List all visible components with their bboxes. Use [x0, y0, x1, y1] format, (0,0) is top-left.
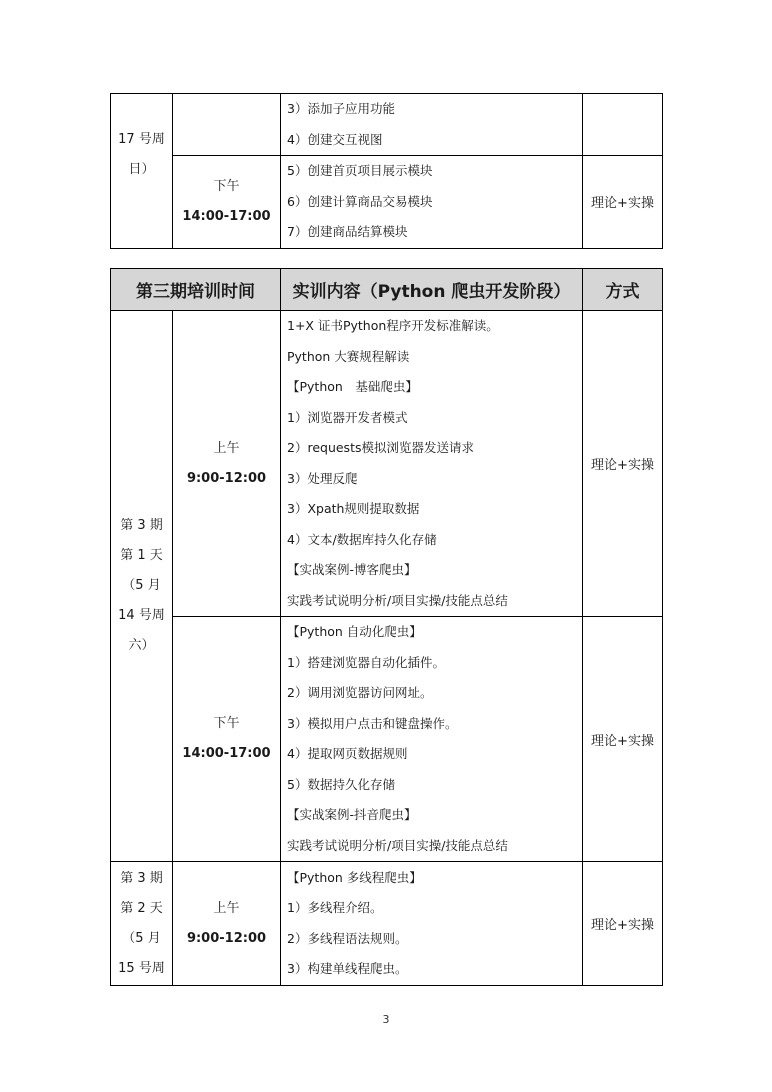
day-line: 第 3 期 — [120, 870, 163, 886]
content-cell — [281, 617, 583, 862]
day-cell — [111, 862, 173, 986]
content-line: 4）提取网页数据规则 — [287, 746, 408, 761]
time-cell — [173, 862, 281, 986]
content-line: 1+X 证书Python程序开发标准解读。 — [287, 318, 499, 333]
day-cell — [111, 94, 173, 249]
content-line: 3）构建单线程爬虫。 — [287, 961, 408, 976]
day-line: 15 号周 — [118, 960, 165, 976]
content-line: 实践考试说明分析/项目实操/技能点总结 — [287, 837, 508, 853]
session-hours: 14:00-17:00 — [182, 746, 271, 761]
day-line: 第 1 天 — [120, 548, 163, 563]
content-cell — [281, 862, 583, 986]
day-line: 14 号周 — [118, 608, 165, 623]
content-line: 3）处理反爬 — [287, 470, 358, 486]
method-cell-empty — [583, 94, 663, 156]
header-content: 实训内容（Python 爬虫开发阶段） — [281, 269, 583, 311]
content-line: 1）搭建浏览器自动化插件。 — [287, 654, 445, 670]
content-line: Python 大赛规程解读 — [287, 348, 410, 364]
method-cell: 理论+实操 — [583, 311, 663, 617]
header-training-time: 第三期培训时间 — [111, 269, 281, 311]
content-line: 3）添加子应用功能 — [287, 101, 395, 116]
content-line: 2）多线程语法规则。 — [287, 930, 408, 946]
content-line: 6）创建计算商品交易模块 — [287, 193, 433, 209]
time-cell — [173, 311, 281, 617]
day-line: 第 2 天 — [120, 900, 163, 916]
page-number: 3 — [382, 1013, 390, 1026]
session-hours: 14:00-17:00 — [182, 208, 271, 224]
session-hours: 9:00-12:00 — [186, 470, 267, 486]
day-line: 第 3 期 — [120, 518, 163, 533]
day-line: 日） — [128, 161, 155, 177]
content-line: 【实战案例-博客爬虫】 — [287, 562, 417, 577]
content-line: 实践考试说明分析/项目实操/技能点总结 — [287, 592, 508, 608]
session-hours: 9:00-12:00 — [186, 930, 267, 946]
method-cell: 理论+实操 — [583, 862, 663, 986]
content-cell — [281, 156, 583, 249]
content-line: 4）文本/数据库持久化存储 — [287, 531, 437, 547]
method-cell: 理论+实操 — [583, 617, 663, 862]
day-line: （5 月 — [122, 578, 161, 593]
content-line: 5）创建首页项目展示模块 — [287, 163, 433, 178]
method-cell: 理论+实操 — [583, 156, 663, 249]
content-line: 4）创建交互视图 — [287, 131, 383, 147]
content-line: 【Python 基础爬虫】 — [287, 379, 418, 394]
content-cell — [281, 311, 583, 617]
content-line: 3）Xpath规则提取数据 — [287, 501, 420, 516]
schedule-table-continued — [110, 93, 663, 249]
content-line: 2）调用浏览器访问网址。 — [287, 685, 433, 700]
content-line: 【Python 多线程爬虫】 — [287, 869, 422, 885]
content-line: 5）数据持久化存储 — [287, 776, 395, 792]
day-line: 六） — [128, 638, 155, 653]
time-cell-empty — [173, 94, 281, 156]
session-label: 下午 — [213, 178, 240, 194]
content-line: 3）模拟用户点击和键盘操作。 — [287, 715, 458, 731]
header-method: 方式 — [583, 269, 663, 311]
day-line: 17 号周 — [118, 131, 165, 147]
content-line: 1）多线程介绍。 — [287, 900, 383, 915]
content-line: 2）requests模拟浏览器发送请求 — [287, 440, 474, 455]
session-label: 上午 — [213, 440, 240, 456]
content-cell — [281, 94, 583, 156]
content-line: 【实战案例-抖音爬虫】 — [287, 807, 417, 822]
session-label: 上午 — [213, 900, 240, 916]
content-line: 【Python 自动化爬虫】 — [287, 624, 422, 639]
session-label: 下午 — [213, 716, 240, 731]
time-cell — [173, 156, 281, 249]
schedule-table-phase-3 — [110, 268, 663, 986]
day-line: （5 月 — [122, 930, 161, 946]
content-line: 1）浏览器开发者模式 — [287, 409, 408, 425]
day-cell — [111, 311, 173, 862]
content-line: 7）创建商品结算模块 — [287, 224, 408, 239]
time-cell — [173, 617, 281, 862]
